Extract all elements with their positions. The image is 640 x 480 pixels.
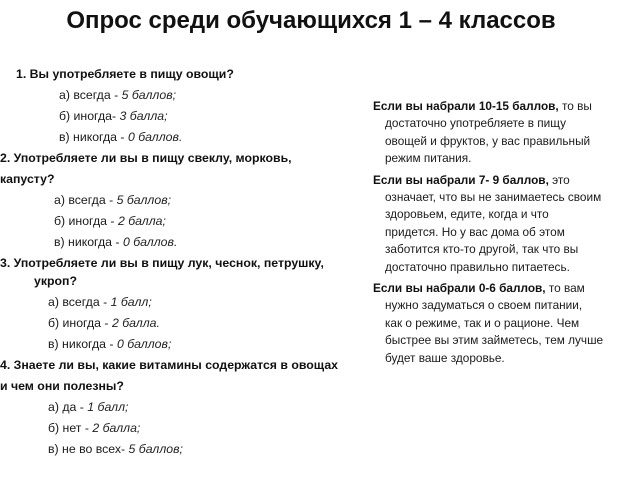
answer-option [16, 334, 376, 355]
result-line: будет ваше здоровье. [385, 350, 505, 365]
result-line: достаточно правильно питаетесь. [385, 259, 570, 274]
result-first-line [373, 280, 628, 297]
result-first-line [373, 98, 628, 115]
result-line: здоровьем, едите, когда и что [385, 207, 549, 222]
option-score: 5 баллов; [128, 442, 183, 456]
result-line: как о режиме, так и о рационе. Чем [385, 315, 580, 330]
results-panel [373, 98, 628, 371]
option-score: 0 баллов. [127, 130, 183, 144]
answer-option [16, 418, 376, 439]
question-text: 1. Вы употребляете в пищу овощи? [16, 67, 234, 81]
option-text: а) всегда - [59, 88, 122, 102]
survey-questions [0, 64, 376, 460]
option-text: б) нет - [48, 421, 93, 435]
result-line: означает, что вы не занимаетесь своим [385, 190, 602, 205]
answer-option [16, 439, 376, 460]
result-block-low [373, 280, 628, 367]
option-score: 1 балл; [87, 400, 129, 414]
result-heading: Если вы набрали 10-15 баллов, [373, 99, 559, 113]
option-text: в) никогда - [48, 337, 117, 351]
result-line: достаточно употребляете в пищу [385, 116, 567, 131]
option-score: 2 балла; [92, 421, 141, 435]
option-text: б) иногда - [54, 214, 118, 228]
result-heading: Если вы набрали 0-6 баллов, [373, 281, 546, 296]
option-score: 5 баллов; [121, 88, 177, 102]
page-title: Опрос среди обучающихся 1 – 4 классов [66, 7, 556, 34]
option-text: а) всегда - [54, 193, 117, 207]
answer-option [16, 211, 376, 232]
result-first-line [373, 172, 628, 189]
option-score: 2 балла; [117, 214, 166, 228]
result-block-medium [373, 172, 628, 276]
option-text: а) да - [48, 400, 88, 414]
question-3 [0, 253, 376, 355]
result-line: быстрее вы этим займетесь, тем лучше [385, 333, 604, 348]
question-text-cont: капусту? [0, 172, 55, 186]
question-text: 4. Знаете ли вы, какие витамины содержатся в овощах [0, 358, 339, 372]
answer-option [16, 292, 376, 313]
result-text: то вы [558, 99, 592, 113]
option-score: 0 баллов. [122, 235, 178, 249]
option-text: б) иногда - [48, 316, 112, 330]
question-2 [0, 148, 376, 253]
option-score: 5 баллов; [116, 193, 172, 207]
option-score: 2 балла. [111, 316, 160, 330]
option-text: в) никогда - [59, 130, 128, 144]
question-text: 2. Употребляете ли вы в пищу свеклу, морковь, [0, 151, 292, 165]
result-line: заботится кто-то другой, так что вы [385, 242, 579, 257]
result-line: придется. Но у вас дома об этом [385, 224, 565, 239]
answer-option [16, 127, 376, 148]
question-text-cont: укроп? [34, 274, 77, 288]
result-text: это [548, 172, 570, 187]
option-score: 1 балл; [110, 295, 152, 309]
option-score: 0 баллов; [116, 337, 172, 351]
answer-option [16, 313, 376, 334]
result-heading: Если вы набрали 7- 9 баллов, [373, 172, 549, 187]
option-text: б) иногда- [59, 109, 120, 123]
question-4 [0, 355, 376, 460]
answer-option [16, 232, 376, 253]
option-text: в) никогда - [54, 235, 123, 249]
result-line: режим питания. [385, 151, 472, 166]
question-text: 3. Употребляете ли вы в пищу лук, чеснок, петрушку, [0, 256, 324, 270]
option-text: а) всегда - [48, 295, 111, 309]
answer-option [16, 397, 376, 418]
result-line: овощей и фруктов, у вас правильный [385, 133, 591, 148]
question-text-cont: и чем они полезны? [0, 379, 124, 393]
answer-option [16, 85, 376, 106]
answer-option [16, 190, 376, 211]
result-block-high [373, 98, 628, 168]
answer-option [16, 106, 376, 127]
question-1 [16, 64, 376, 148]
option-text: в) не во всех- [48, 442, 129, 456]
result-line: нужно задуматься о своем питании, [385, 298, 583, 313]
option-score: 3 балла; [119, 109, 168, 123]
result-text: то вам [545, 281, 585, 296]
